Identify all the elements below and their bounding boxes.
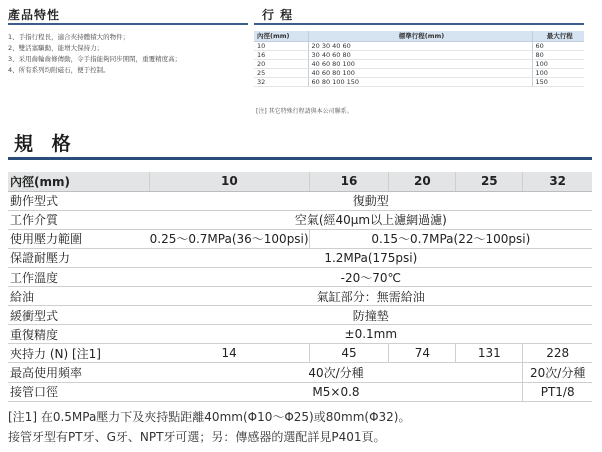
stroke-header-bore: 內徑(mm) xyxy=(254,31,308,41)
spec-value: 40次/分種 xyxy=(150,363,523,382)
spec-table xyxy=(8,172,592,402)
spec-label: 工作介質 xyxy=(8,210,150,229)
spec-label: 接管口徑 xyxy=(8,382,150,401)
stroke-max: 150 xyxy=(532,77,584,86)
spec-row-repeat xyxy=(8,325,592,344)
spec-value: -20～70℃ xyxy=(150,267,592,286)
stroke-standard: 40 60 80 100 xyxy=(308,68,532,77)
feature-item: 4、所有系列均附磁石，便于控制。 xyxy=(8,66,110,74)
spec-value: 復動型 xyxy=(150,191,592,210)
spec-header-25: 25 xyxy=(456,172,523,191)
stroke-header-standard: 標準行程(mm) xyxy=(308,31,532,41)
spec-value: ±0.1mm xyxy=(150,325,592,344)
feature-item: 3、采用齒輪齒條傳動，令手指能夠同步開閉，重覆精度高； xyxy=(8,55,182,63)
spec-value: 131 xyxy=(456,344,523,363)
feature-item: 2、雙活塞驅動，能增大保持力； xyxy=(8,44,104,52)
spec-header-32: 32 xyxy=(523,172,592,191)
spec-label: 工作溫度 xyxy=(8,267,150,286)
spec-header-label: 內徑(mm) xyxy=(8,172,150,191)
spec-row-freq xyxy=(8,363,592,382)
spec-value: 228 xyxy=(523,344,592,363)
stroke-max: 100 xyxy=(532,59,584,68)
stroke-note: [注] 其它特殊行程請與本公司聯系。 xyxy=(256,108,353,115)
footnote-port: 接管牙型有PT牙、G牙、NPT牙可選；另：傳感器的選配詳見P401頁。 xyxy=(8,430,386,444)
stroke-max: 100 xyxy=(532,68,584,77)
feature-item: 1、手指行程長，適合夾持體積大的物件； xyxy=(8,33,130,41)
features-list xyxy=(8,32,181,76)
spec-value: 氣缸部分：無需給油 xyxy=(150,287,592,306)
spec-label: 夾持力 (N) [注1] xyxy=(8,344,150,363)
spec-row-temp xyxy=(8,267,592,286)
spec-row-action xyxy=(8,191,592,210)
spec-value: 74 xyxy=(389,344,456,363)
spec-value: 防撞墊 xyxy=(150,306,592,325)
spec-header-10: 10 xyxy=(150,172,309,191)
stroke-header-row xyxy=(254,31,584,41)
spec-row-grip xyxy=(8,344,592,363)
features-divider xyxy=(8,23,248,25)
spec-header-16: 16 xyxy=(309,172,389,191)
stroke-row xyxy=(254,50,584,59)
stroke-standard: 20 30 40 60 xyxy=(308,41,532,50)
spec-value: 0.15～0.7MPa(22～100psi) xyxy=(309,229,592,248)
stroke-row xyxy=(254,41,584,50)
stroke-standard: 60 80 100 150 xyxy=(308,77,532,86)
stroke-row xyxy=(254,77,584,86)
stroke-standard: 40 60 80 100 xyxy=(308,59,532,68)
spec-value: M5×0.8 xyxy=(150,382,523,401)
spec-value: 0.25～0.7MPa(36～100psi) xyxy=(150,229,309,248)
stroke-bore: 25 xyxy=(254,68,308,77)
spec-row-lube xyxy=(8,287,592,306)
stroke-table xyxy=(254,31,584,87)
spec-value: 45 xyxy=(309,344,389,363)
stroke-max: 60 xyxy=(532,41,584,50)
spec-label: 使用壓力範圍 xyxy=(8,229,150,248)
spec-row-medium xyxy=(8,210,592,229)
stroke-bore: 20 xyxy=(254,59,308,68)
spec-header-20: 20 xyxy=(389,172,456,191)
spec-value: 20次/分種 xyxy=(523,363,592,382)
spec-header-row xyxy=(8,172,592,191)
stroke-bore: 10 xyxy=(254,41,308,50)
spec-label: 給油 xyxy=(8,287,150,306)
spec-label: 緩衝型式 xyxy=(8,306,150,325)
spec-label: 重復精度 xyxy=(8,325,150,344)
spec-title: 規 格 xyxy=(14,133,77,155)
spec-row-cushion xyxy=(8,306,592,325)
footnote-grip: [注1] 在0.5MPa壓力下及夾持點距離40mm(Φ10～Φ25)或80mm(Φ32)。 xyxy=(8,410,411,424)
stroke-standard: 30 40 60 80 xyxy=(308,50,532,59)
spec-label: 動作型式 xyxy=(8,191,150,210)
spec-row-port xyxy=(8,382,592,401)
stroke-header-max: 最大行程 xyxy=(532,31,584,41)
spec-value: 空氣(經40μm以上濾網過濾) xyxy=(150,210,592,229)
stroke-bore: 16 xyxy=(254,50,308,59)
stroke-title: 行 程 xyxy=(262,8,294,22)
spec-label: 最高使用頻率 xyxy=(8,363,150,382)
spec-label: 保證耐壓力 xyxy=(8,248,150,267)
stroke-row xyxy=(254,59,584,68)
spec-row-pressure xyxy=(8,229,592,248)
spec-value: 1.2MPa(175psi) xyxy=(150,248,592,267)
spec-value: PT1/8 xyxy=(523,382,592,401)
features-title: 產品特性 xyxy=(8,8,61,22)
spec-value: 14 xyxy=(150,344,309,363)
stroke-max: 80 xyxy=(532,50,584,59)
stroke-row xyxy=(254,68,584,77)
stroke-divider xyxy=(254,23,584,25)
stroke-bore: 32 xyxy=(254,77,308,86)
spec-divider xyxy=(8,157,592,160)
spec-row-proof xyxy=(8,248,592,267)
